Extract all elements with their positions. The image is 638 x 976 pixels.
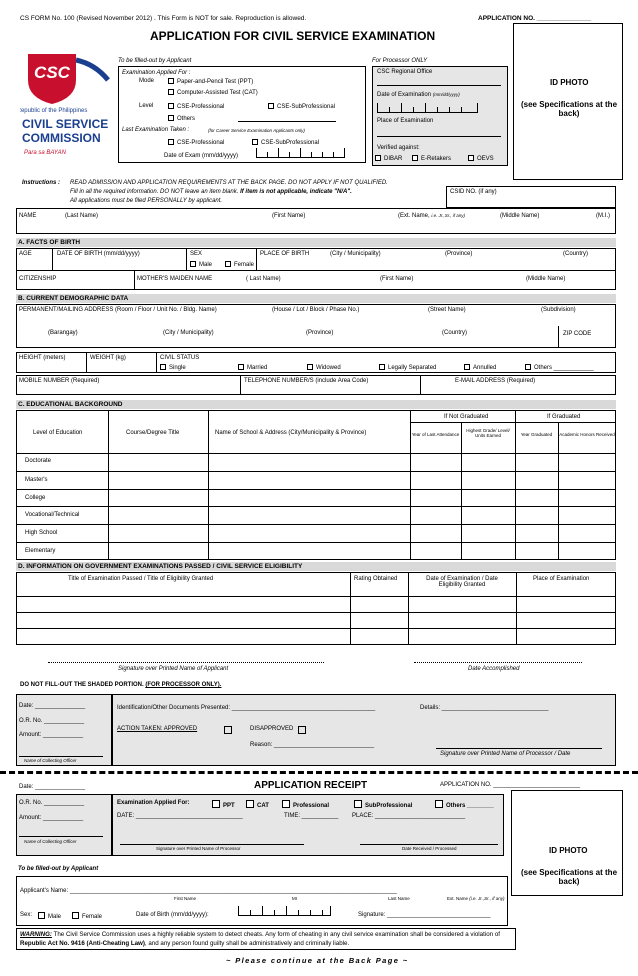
others-field[interactable] (238, 116, 336, 122)
course-header: Course/Degree Title (126, 430, 180, 436)
subdivision-label: (Subdivision) (541, 307, 576, 313)
do-not-fill-label: DO NOT FILL-OUT THE SHADED PORTION. (FOR PROCESSOR ONLY). (20, 682, 222, 688)
logo-tagline: Para sa BAYAN (24, 150, 66, 156)
proc-amount: Amount: ____________ (19, 732, 84, 738)
others-checkbox[interactable] (168, 115, 174, 121)
education-column-divider (410, 453, 411, 560)
reason-line: Reason: ______________________________ (250, 742, 375, 748)
name-label: NAME (19, 213, 37, 219)
pob-country-label: (Country) (563, 251, 589, 257)
level-of-education-header: Level of Education (33, 430, 83, 436)
education-level-label: Vocational/Technical (25, 512, 80, 518)
education-column-divider (461, 453, 462, 560)
receipt-time-line: TIME: ___________ (284, 813, 339, 819)
cs-others-checkbox[interactable] (525, 364, 531, 370)
male-checkbox[interactable] (190, 261, 196, 267)
education-level-label: Elementary (25, 548, 56, 554)
mobile-label: MOBILE NUMBER (Required) (19, 378, 100, 384)
highest-grade-header: Highest Grade/ Level/ Units Earned (466, 428, 510, 438)
logo-acronym: CSC (34, 63, 70, 82)
date-of-exam-proc: Date of Examination (mm/dd/yyyy) (377, 92, 460, 98)
receipt-date-received: Date Received / Processed (402, 846, 457, 851)
citizenship-label: CITIZENSHIP (19, 276, 57, 282)
civil-status-label: CIVIL STATUS (160, 355, 200, 361)
proc-or-no: O.R. No. ____________ (19, 718, 85, 724)
school-header: Name of School & Address (City/Municipality & Province) (215, 430, 367, 436)
place-of-exam-field (377, 131, 501, 137)
instructions-line-1: READ ADMISSION AND APPLICATION REQUIREMENTS AT THE BACK PAGE. DO NOT APPLY IF NOT QUALIFIED. (70, 180, 388, 186)
email-label: E-MAIL ADDRESS (Required) (455, 378, 536, 384)
education-row[interactable] (16, 453, 616, 471)
mothers-last-label: ( Last Name) (246, 276, 281, 282)
cat-checkbox[interactable] (168, 89, 174, 95)
age-label: AGE (19, 251, 32, 257)
place-of-birth-label: PLACE OF BIRTH (260, 251, 310, 257)
section-a-header: A. FACTS OF BIRTH (16, 238, 616, 247)
cs-annulled[interactable]: Annulled (464, 364, 496, 371)
action-disapproved: DISAPPROVED (250, 726, 294, 732)
last-pro-checkbox[interactable] (168, 139, 174, 145)
action-approved: ACTION TAKEN: APPROVED (117, 726, 198, 732)
receipt-others: Others ________ (435, 800, 494, 809)
receipt-id-photo-spec: (see Specifications at the back) (520, 868, 618, 886)
instructions-line-3: All applications must be filed PERSONALLY by applicant. (70, 198, 223, 204)
education-row[interactable] (16, 542, 616, 560)
processor-only-label: For Processor ONLY (372, 58, 428, 64)
province-label: (Province) (306, 330, 334, 336)
level-pro[interactable]: CSE-Professional (168, 103, 224, 110)
country-label: (Country) (442, 330, 468, 336)
receipt-female-checkbox[interactable] (72, 912, 79, 919)
education-level-label: Doctorate (25, 458, 52, 464)
cs-single[interactable]: Single (160, 364, 186, 371)
approved-checkbox (224, 726, 232, 734)
application-number: APPLICATION NO. _______________ (478, 15, 591, 22)
form-number: CS FORM No. 100 (Revised November 2012) . This Form is NOT for sale. Reproduction is allowed. (20, 15, 307, 22)
barangay-label: (Barangay) (48, 330, 78, 336)
name-row[interactable] (16, 208, 616, 234)
e-retakers-option: E-Retakers (412, 155, 451, 162)
dob-label: DATE OF BIRTH (mm/dd/yyyy) (57, 251, 140, 257)
single-checkbox[interactable] (160, 364, 166, 370)
exam-applied-label: Examination Applied For : (122, 70, 191, 76)
cs-legally-separated[interactable]: Legally Separated (379, 364, 436, 371)
height-label: HEIGHT (meters) (19, 355, 66, 361)
female-checkbox[interactable] (225, 261, 231, 267)
education-column-divider (208, 453, 209, 560)
annulled-checkbox[interactable] (464, 364, 470, 370)
verified-against-label: Verified against: (377, 145, 420, 151)
receipt-signature[interactable]: Signature: _______________________________ (358, 912, 491, 918)
receipt-ext-name: Ext. Name (i.e. Jr.,Sr., if any) (447, 896, 505, 901)
logo-name-2: COMMISSION (22, 131, 101, 145)
receipt-sex: Sex: (20, 912, 33, 918)
cs-widowed[interactable]: Widowed (307, 364, 341, 371)
weight-label: WEIGHT (kg) (90, 355, 126, 361)
middle-name-label: (Middle Name) (500, 213, 540, 219)
csid-label: CSID NO. (if any) (450, 189, 497, 195)
sex-label: SEX (190, 251, 203, 257)
last-sub[interactable]: CSE-SubProfessional (252, 139, 319, 146)
receipt-exam-applied: Examination Applied For: (117, 800, 190, 806)
level-label: Level (139, 103, 154, 109)
page-title: APPLICATION FOR CIVIL SERVICE EXAMINATION (150, 29, 436, 43)
mi-label: (M.I.) (596, 213, 610, 219)
sex-female[interactable]: Female (225, 261, 254, 268)
id-photo-spec: (see Specifications at the back) (520, 100, 618, 118)
csc-logo (20, 40, 115, 165)
receipt-first-name: First Name (174, 896, 197, 901)
if-graduated: If Graduated (547, 414, 581, 420)
receipt-date: Date: _______________ (19, 784, 86, 790)
receipt-male[interactable]: Male (38, 912, 61, 920)
receipt-dob: Date of Birth (mm/dd/yyyy): (136, 912, 209, 918)
place-exam-header: Place of Examination (533, 576, 590, 582)
receipt-amount: Amount: ____________ (19, 815, 84, 821)
pob-province-label: (Province) (445, 251, 473, 257)
education-column-divider (558, 453, 559, 560)
proc-date: Date: _______________ (19, 703, 86, 709)
csc-regional-field (377, 80, 501, 86)
cse-pro-checkbox[interactable] (168, 103, 174, 109)
legally-separated-checkbox[interactable] (379, 364, 385, 370)
education-column-divider (108, 453, 109, 560)
house-label: (House / Lot / Block / Phase No.) (272, 307, 360, 313)
receipt-app-no: APPLICATION NO. __________________________ (440, 782, 580, 788)
mode-ppt[interactable]: Paper-and-Pencil Test (PPT) (168, 78, 253, 85)
instructions-label: Instructions : (22, 180, 61, 186)
mothers-middle-label: (Middle Name) (526, 276, 566, 282)
street-label: (Street Name) (428, 307, 466, 313)
education-row[interactable] (16, 506, 616, 524)
continue-back-page: ~ Please continue at the Back Page ~ (226, 956, 409, 965)
date-exam-header: Date of Examination / Date Eligibility Granted (426, 576, 498, 588)
eligibility-table (16, 572, 616, 645)
receipt-mi: MI (292, 896, 297, 901)
to-be-filled-label: To be filled-out by Applicant (118, 58, 192, 64)
id-docs-details: Details: ________________________________ (420, 705, 549, 711)
education-row[interactable] (16, 471, 616, 489)
level-others[interactable]: Others (168, 115, 195, 122)
receipt-place-line: PLACE: ___________________________ (352, 813, 466, 819)
education-level-label: Master's (25, 477, 48, 483)
year-last-header: Year of Last Attendance (411, 432, 460, 437)
last-exam-label: Last Examination Taken : (122, 127, 190, 133)
if-not-graduated: If Not Graduated (444, 414, 489, 420)
cs-others[interactable]: Others ____________ (525, 364, 594, 371)
proc-collecting-officer: Name of Collecting Officer (24, 758, 77, 763)
sig-processor-date: Signature over Printed Name of Processor / Date (440, 751, 571, 757)
ext-name-label: (Ext. Name, i.e. Jr.,Sr., if any) (398, 213, 466, 219)
receipt-sig-processor: Signature over Printed Name of Processor (156, 846, 241, 851)
date-accomplished-label: Date Accomplished (468, 666, 520, 672)
pob-city-label: (City / Municipality) (330, 251, 381, 257)
education-level-label: High School (25, 530, 58, 536)
level-sub[interactable]: CSE-SubProfessional (268, 103, 335, 110)
receipt-collecting-officer: Name of Collecting Officer (24, 839, 77, 844)
id-docs-presented: Identification/Other Documents Presented: ___________________________________________ (117, 705, 376, 711)
receipt-date-line: DATE: ________________________________ (117, 813, 243, 819)
married-checkbox[interactable] (238, 364, 244, 370)
receipt-professional: Professional (282, 800, 329, 809)
receipt-last-name: Last Name (388, 896, 410, 901)
receipt-ppt: PPT (212, 800, 235, 809)
signature-applicant-label: Signature over Printed Name of Applicant (118, 666, 229, 672)
receipt-or-no: O.R. No. ____________ (19, 800, 85, 806)
last-pro[interactable]: CSE-Professional (168, 139, 224, 146)
section-d-header: D. INFORMATION ON GOVERNMENT EXAMINATIONS PASSED / CIVIL SERVICE ELIGIBILITY (16, 562, 616, 571)
widowed-checkbox[interactable] (307, 364, 313, 370)
logo-republic: Republic of the Philippines (20, 108, 88, 114)
logo-name-1: CIVIL SERVICE (22, 117, 109, 131)
honors-header: Academic Honors Received (559, 432, 615, 437)
oevs-option: OEVS (468, 155, 494, 162)
csc-regional-label: CSC Regional Office (377, 69, 433, 75)
date-of-exam-proc-field (377, 103, 477, 113)
last-exam-note: (for Career Service Examination Applicants only) (208, 128, 305, 133)
address-label: PERMANENT/MAILING ADDRESS (Room / Floor / Unit No. / Bldg. Name) (19, 307, 217, 313)
date-of-exam-label: Date of Exam (mm/dd/yyyy) (164, 153, 239, 159)
last-sub-checkbox[interactable] (252, 139, 258, 145)
cut-line (0, 771, 638, 774)
instructions-line-2: Fill in all the required information. DO NOT leave an item blank. If item is not applicable, indicate "N/A". (70, 189, 352, 195)
year-graduated-header: Year Graduated (520, 432, 553, 437)
receipt-cat: CAT (246, 800, 269, 809)
section-b-header: B. CURRENT DEMOGRAPHIC DATA (16, 294, 616, 303)
mode-label: Mode (139, 78, 155, 84)
ppt-checkbox[interactable] (168, 78, 174, 84)
id-photo-label: ID PHOTO (550, 78, 589, 87)
receipt-to-be-filled: To be filled-out by Applicant (18, 866, 99, 872)
education-level-label: College (25, 495, 46, 501)
receipt-dob-field[interactable] (238, 906, 330, 916)
education-column-divider (515, 453, 516, 560)
sex-male[interactable]: Male (190, 261, 212, 268)
disapproved-checkbox (298, 726, 306, 734)
rating-header: Rating Obtained (354, 576, 398, 582)
last-name-label: (Last Name) (65, 213, 99, 219)
section-c-header: C. EDUCATIONAL BACKGROUND (16, 400, 616, 409)
mothers-first-label: (First Name) (380, 276, 414, 282)
receipt-applicant-name[interactable]: Applicant's Name: __________________________________________________________________________________________________ (20, 888, 397, 894)
receipt-female[interactable]: Female (72, 912, 102, 920)
education-row[interactable] (16, 489, 616, 507)
receipt-id-photo: ID PHOTO (549, 846, 588, 855)
warning-text: WARNING: The Civil Service Commission uses a highly reliable system to detect cheats. Any form of cheating in any civil service examination shall be considered a violation of Republic Act No. 9416 (Anti-Cheating Law), and any person found guilty shall be administratively and criminally liable. (20, 931, 500, 947)
exam-title-header: Title of Examination Passed / Title of Eligibility Granted (68, 576, 214, 582)
dibar-option: DIBAR (375, 155, 402, 162)
telephone-label: TELEPHONE NUMBER/S (include Area Code) (244, 378, 369, 384)
mode-cat[interactable]: Computer-Assisted Test (CAT) (168, 89, 258, 96)
cse-sub-checkbox[interactable] (268, 103, 274, 109)
receipt-subprofessional: SubProfessional (354, 800, 412, 809)
education-row[interactable] (16, 524, 616, 542)
receipt-title: APPLICATION RECEIPT (254, 780, 368, 791)
receipt-male-checkbox[interactable] (38, 912, 45, 919)
place-of-exam-label: Place of Examination (377, 118, 434, 124)
zip-label: ZIP CODE (563, 331, 592, 337)
cs-married[interactable]: Married (238, 364, 267, 371)
mothers-maiden-label: MOTHER'S MAIDEN NAME (137, 276, 213, 282)
first-name-label: (First Name) (272, 213, 306, 219)
city-label: (City / Municipality) (163, 330, 214, 336)
